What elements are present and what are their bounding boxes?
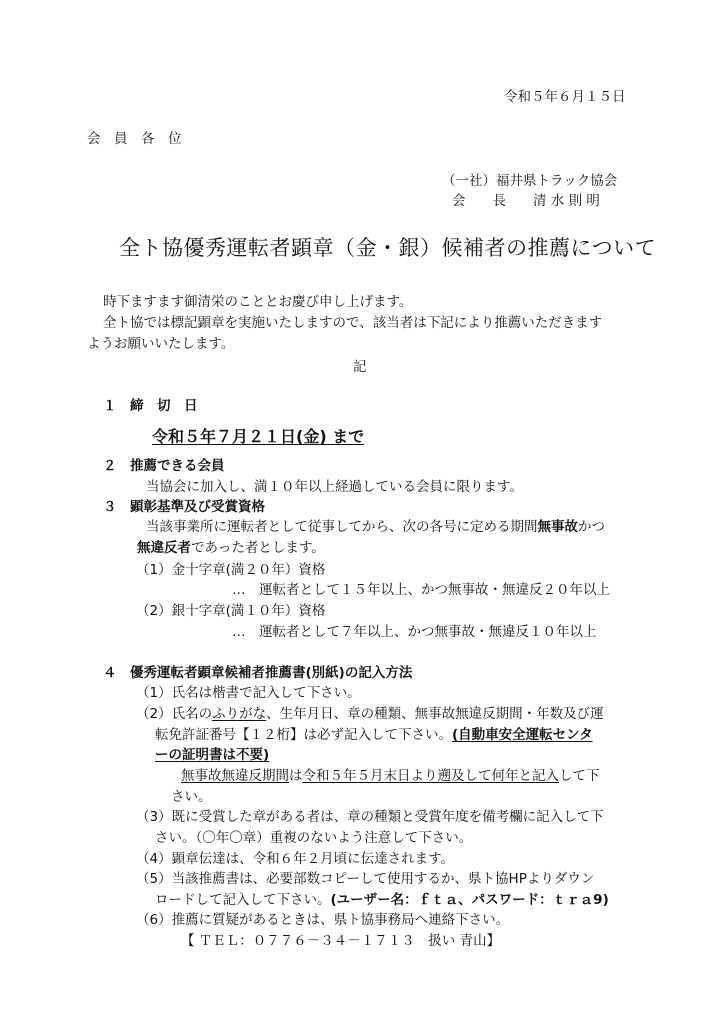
section-3-body-line-1 (146, 519, 605, 535)
instruction-5-text: ロードして記入して下さい。 (155, 892, 331, 908)
instruction-1: （1）氏名は楷書で記入して下さい。 (136, 685, 361, 701)
section-4-heading: 優秀運転者顕章候補者推薦書(別紙)の記入方法 (130, 665, 413, 681)
instruction-3-line-2: さい。（〇年〇章）重複のないよう注意して下さい。 (155, 830, 473, 846)
document-date: 令和５年６月１５日 (504, 89, 626, 105)
instruction-2-line-1 (136, 706, 604, 722)
no-violation-emphasis: 無違反者 (137, 540, 191, 556)
instruction-2-particle: は (289, 768, 303, 784)
instruction-2-text-c: 転免許証番号【１２桁】は必ず記入して下さい。 (155, 727, 452, 743)
section-3-body-conj: かつ (578, 519, 605, 535)
instruction-5-line-1: （5）当該推薦書は、必要部数コピーして使用するか、県ト協HPよりダウン (136, 871, 595, 887)
section-2-body: 当協会に加入し、満１０年以上経過している会員に限ります。 (146, 479, 523, 495)
addressee: 会 員 各 位 (87, 131, 182, 147)
gold-cross-label: （1）金十字章(満２０年）資格 (136, 562, 326, 578)
sender-signer: 会 長 清 水 則 明 (452, 193, 600, 209)
contact-info: 【 ＴＥＬ：０７７６－３４－１７１３ 扱い 青山】 (181, 933, 501, 949)
no-accident-emphasis: 無事故 (537, 519, 578, 535)
intro-line-1: 時下ますます御清栄のこととお慶び申し上げます。 (103, 294, 413, 310)
silver-cross-label: （2）銀十字章(満１０年）資格 (136, 603, 326, 619)
silver-cross-detail: … 運転者として７年以上、かつ無事故・無違反１０年以上 (232, 624, 597, 640)
section-3-number: ３ (103, 499, 117, 515)
certificate-note-part-2: ーの証明書は不要) (155, 747, 270, 763)
section-1-number: １ (103, 398, 117, 414)
instruction-2-text-b: 、生年月日、章の種類、無事故無違反期間・年数及び運 (266, 706, 604, 722)
section-3-body-text: 当該事業所に運転者として従事してから、次の各号に定める期間 (146, 519, 538, 535)
instruction-2-line-5: さい。 (171, 789, 212, 805)
ki-marker: 記 (353, 359, 367, 375)
section-1-heading: 締 切 日 (130, 398, 198, 414)
section-4-number: ４ (103, 665, 117, 681)
section-3-heading: 顕彰基準及び受賞資格 (130, 499, 265, 515)
instruction-5-line-2 (155, 892, 609, 908)
section-3-body-tail: であった者とします。 (191, 540, 325, 556)
retroactive-emphasis: 令和５年５月末日より遡及して何年と記入 (302, 768, 559, 784)
instruction-2-text-a: （2）氏名の (136, 706, 213, 722)
instruction-3-line-1: （3）既に受賞した章がある者は、章の種類と受賞年度を備考欄に記入して下 (136, 809, 604, 825)
sender-organization: （一社）福井県トラック協会 (442, 173, 618, 189)
instruction-2-line-2 (155, 727, 593, 743)
deadline-date: 令和５年７月２１日(金) まで (152, 427, 365, 446)
section-2-number: ２ (103, 458, 117, 474)
intro-line-2: 全ト協では標記顕章を実施いたしますので、該当者は下記により推薦いただきます (103, 315, 603, 331)
document-title: 全ト協優秀運転者顕章（金・銀）候補者の推薦について (119, 236, 657, 260)
instruction-4: （4）顕章伝達は、令和６年２月頃に伝達されます。 (136, 851, 455, 867)
instruction-2-line-4 (181, 768, 600, 784)
certificate-note-part-1: (自動車安全運転センタ (452, 727, 593, 743)
gold-cross-detail: … 運転者として１５年以上、かつ無事故・無違反２０年以上 (232, 582, 610, 598)
instruction-2-text-d: して下 (559, 768, 600, 784)
section-3-body-line-2 (137, 540, 325, 556)
period-emphasis: 無事故無違反期間 (181, 768, 289, 784)
section-2-heading: 推薦できる会員 (130, 458, 225, 474)
login-credentials: (ユーザー名：ｆｔａ、パスワード：ｔｒａ9) (330, 892, 609, 908)
instruction-6: （6）推薦に質疑があるときは、県ト協事務局へ連絡下さい。 (136, 912, 510, 928)
intro-line-3: ようお願いいたします。 (87, 336, 235, 352)
furigana-emphasis: ふりがな (212, 706, 267, 722)
